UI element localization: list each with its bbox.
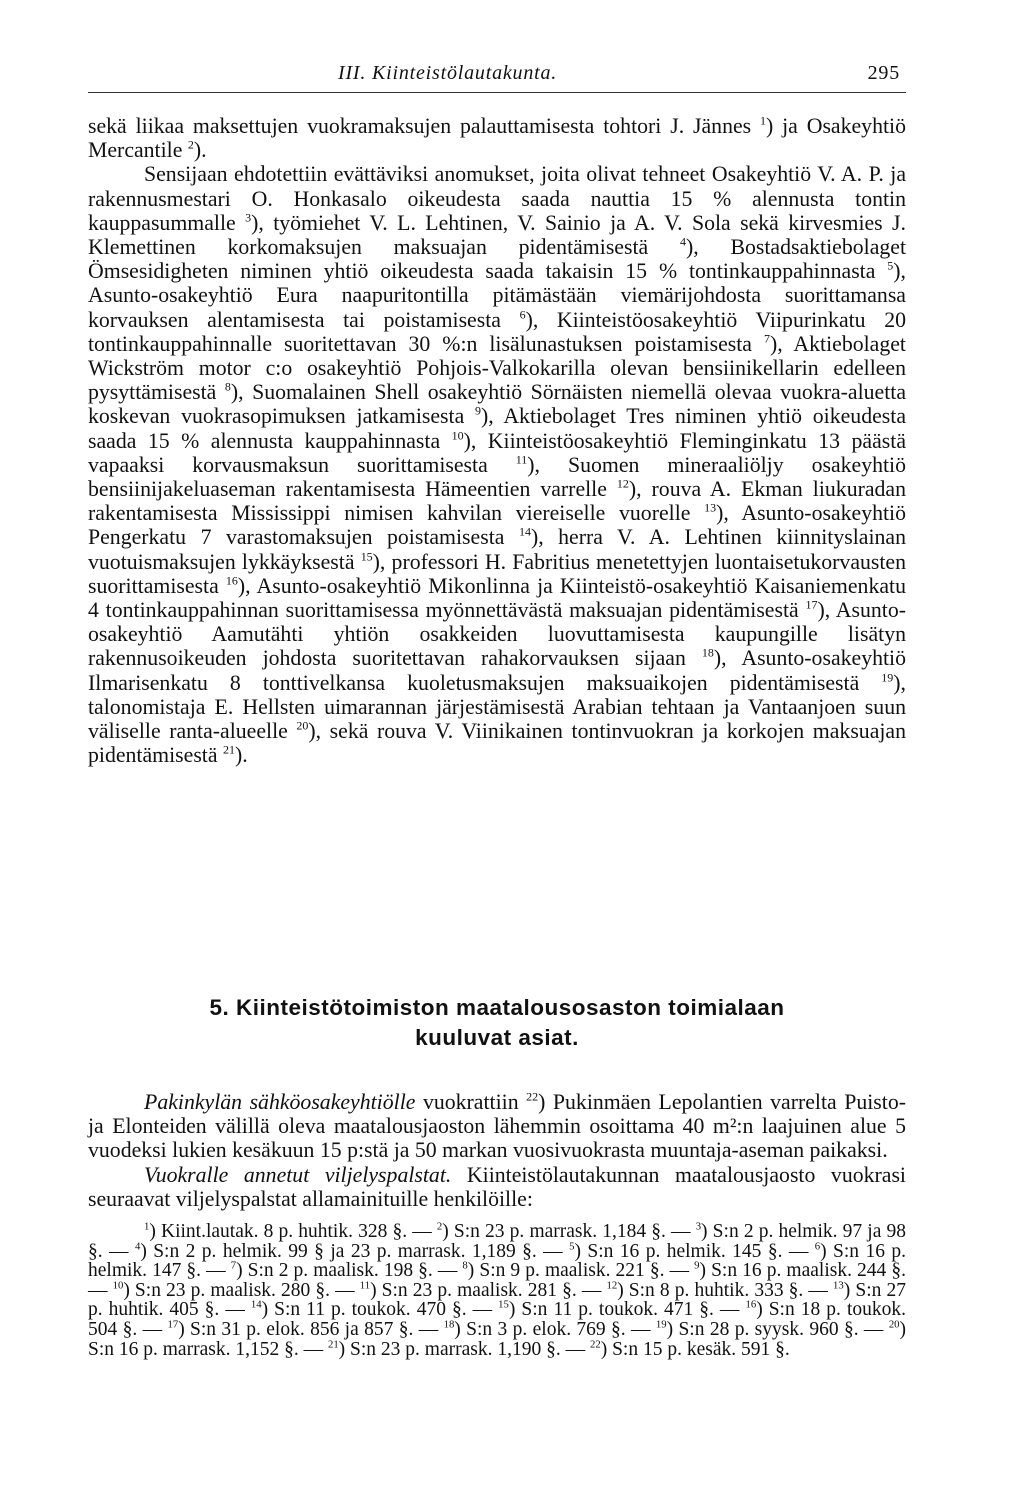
footnote-ref: 19: [881, 670, 894, 685]
footnote-number: 15: [498, 1298, 509, 1311]
text-run: vuokrattiin: [415, 1090, 527, 1114]
footnote-ref: 12: [616, 476, 629, 491]
footnote-number: 6: [814, 1240, 821, 1253]
text-run: ), professori H. Fabritius menetettyjen luontaisetukorvausten suorittamisesta: [88, 549, 907, 598]
section-text: [88, 1090, 906, 1211]
footnotes: [88, 1222, 906, 1359]
text-run: sekä liikaa maksettujen vuokramaksujen palauttamisesta tohtori J. Jännes: [88, 114, 760, 138]
footnote-number: 8: [462, 1259, 468, 1272]
footnote-number: 17: [167, 1318, 179, 1331]
text-run: ), Asunto-osakeyhtiö Eura naapuritontilla pitämästään viemärijohdosta suorittamansa korvauksen alentamisesta tai poistamisesta: [88, 259, 906, 332]
footnote-number: 10: [112, 1279, 124, 1292]
running-head: [88, 62, 906, 90]
footnote-text: ) S:n 11 p. toukok. 470 §. —: [261, 1299, 499, 1321]
text-run: ), työmiehet V. L. Lehtinen, V. Sainio ja A. V. Sola sekä kirvesmies J. Klemettinen korkomaksujen maksuajan pidentämisestä: [88, 210, 906, 260]
footnote-ref: 8: [224, 379, 231, 394]
footnote-text: ) S:n 15 p. kesäk. 591 §.: [600, 1338, 790, 1360]
text-run: ).: [234, 743, 248, 768]
text-run: ), Aktiebolaget Tres niminen yhtiö oikeudesta saada 15 % alennusta kauppahinnasta: [88, 404, 906, 453]
footnote-number: 2: [436, 1220, 443, 1233]
footnote-ref: 10: [451, 428, 464, 443]
footnote-ref: 5: [887, 258, 894, 273]
footnote-text: ) S:n 9 p. maalisk. 221 §. —: [467, 1260, 695, 1282]
footnote-text: ) S:n 28 p. syysk. 960 §. —: [666, 1318, 889, 1340]
footnote-text: ) S:n 16 p. maalisk. 244 §. —: [88, 1260, 906, 1301]
page-number: 295: [867, 62, 900, 84]
text-run: ), Asunto-osakeyhtiö Ilmarisenkatu 8 tonttivelkansa kuoletusmaksujen maksuaikojen pidentämisestä: [88, 646, 906, 695]
text-run: ), talonomistaja E. Hellsten uimarannan järjestämisestä Arabian tehtaan ja Vantaanjoen suun väliselle ranta-alueelle: [88, 670, 906, 744]
footnote-number: 7: [230, 1259, 237, 1272]
footnote-ref: 16: [225, 573, 238, 588]
footnote-ref: 4: [679, 234, 686, 249]
text-run: ), Asunto-osakeyhtiö Aamutähti yhtiön osakkeiden luovuttamisesta kaupungille lisätyn rakennusoikeuden johdosta suoritettavan rahakorvauksen sijaan: [88, 598, 907, 671]
footnote-ref: 3: [245, 210, 252, 225]
paragraph-1: [88, 114, 906, 162]
footnote-number: 3: [695, 1220, 702, 1233]
header-rule: [88, 92, 906, 93]
text-run: ), Suomalainen Shell osakeyhtiö Sörnäisten niemellä olevaa vuokra-aluetta koskevan vuokrasopimuksen jatkamisesta: [88, 380, 906, 429]
footnote-ref: 1: [759, 113, 766, 128]
footnote-ref: 6: [519, 307, 526, 322]
footnote-ref: 11: [515, 452, 528, 467]
footnote-text: ) S:n 16 p. helmik. 145 §. —: [574, 1240, 815, 1262]
footnote-ref: 18: [701, 646, 714, 661]
footnote-ref: 20: [296, 718, 309, 733]
footnote-text: ) S:n 23 p. maalisk. 281 §. —: [370, 1279, 607, 1301]
footnote-number: 22: [589, 1338, 601, 1351]
text-run: Sensijaan ehdotettiin evättäviksi anomukset, joita olivat tehneet Osakeyhtiö V. A. P. ja rakennusmestari O. Honkasalo oikeudesta saada nauttia 15 % alennusta tontin kauppasummalle: [88, 162, 906, 235]
text-run: ), Kiinteistöosakeyhtiö Viipurinkatu 20 tontinkauppahinnalle suoritettavan 30 %:n lisälunastuksen poistamisesta: [88, 307, 906, 356]
text-run: ), Kiinteistöosakeyhtiö Fleminginkatu 13 päästä vapaaksi korvausmaksun suorittamisesta: [88, 428, 906, 477]
footnote-paragraph: [88, 1222, 906, 1359]
text-run: ), Aktiebolaget Wickström motor c:o osakeyhtiö Pohjois-Valkokarilla olevan bensiinikellarin edelleen pysyttämisestä: [88, 331, 906, 405]
footnote-number: 16: [745, 1298, 757, 1311]
footnote-text: ) S:n 3 p. elok. 769 §. —: [454, 1318, 656, 1340]
footnote-number: 21: [327, 1338, 339, 1351]
italic-lead: Pakinkylän sähköosakeyhtiölle: [144, 1090, 416, 1114]
footnote-ref: 9: [475, 404, 482, 419]
text-run: ), Bostadsaktiebolaget Ömsesidigheten niminen yhtiö oikeudesta saada takaisin 15 % tontinkauppahinnasta: [88, 235, 906, 284]
footnote-ref: 22: [526, 1089, 539, 1104]
text-run: Kiinteistölautakunnan maatalousjaosto vuokrasi seuraavat viljelyspalstat allamainituille henkilöille:: [88, 1162, 906, 1211]
footnote-ref: 7: [763, 331, 770, 346]
footnote-number: 20: [888, 1318, 900, 1331]
footnote-text: ) S:n 16 p. marrask. 1,152 §. —: [88, 1318, 907, 1360]
footnote-text: ) S:n 2 p. helmik. 99 § ja 23 p. marrask. 1,189 §. —: [140, 1240, 570, 1262]
text-run: ), rouva A. Ekman liukuradan rakentamisesta Mississippi nimisen kahvilan viereiselle vuorelle: [88, 477, 906, 526]
paragraph-2: [88, 162, 906, 767]
italic-lead: Vuokralle annetut viljelyspalstat.: [144, 1162, 452, 1187]
footnote-number: 9: [694, 1259, 700, 1272]
footnote-text: ) S:n 23 p. marrask. 1,190 §. —: [338, 1338, 590, 1360]
footnote-number: 5: [569, 1240, 575, 1253]
footnote-text: ) S:n 11 p. toukok. 471 §. —: [508, 1299, 746, 1321]
footnote-text: ) S:n 31 p. elok. 856 ja 857 §. —: [178, 1318, 444, 1340]
footnote-number: 1: [144, 1220, 150, 1233]
text-run: ), herra V. A. Lehtinen kiinnityslainan vuotuismaksujen lykkäyksestä: [88, 525, 906, 574]
footnote-number: 13: [833, 1279, 844, 1292]
footnote-ref: 17: [805, 597, 818, 612]
text-run: ), Asunto-osakeyhtiö Pengerkatu 7 varastomaksujen poistamisesta: [88, 501, 907, 550]
footnote-number: 11: [359, 1279, 371, 1292]
footnote-ref: 15: [360, 549, 373, 564]
text-run: ), Suomen mineraaliöljy osakeyhtiö bensiinijakeluaseman rakentamisesta Hämeentien varrelle: [88, 452, 906, 502]
section-paragraph-2: [88, 1163, 906, 1211]
footnote-text: ) Kiint.lautak. 8 p. huhtik. 328 §. —: [149, 1221, 437, 1242]
text-run: ).: [193, 138, 207, 163]
text-run: ), sekä rouva V. Viinikainen tontinvuokran ja korkojen maksuajan pidentämisestä: [88, 719, 906, 768]
footnote-number: 18: [443, 1318, 455, 1331]
text-run: ) ja Osakeyhtiö Mercantile: [88, 114, 906, 163]
running-head-title: III. Kiinteistölautakunta.: [338, 62, 558, 84]
footnote-number: 14: [250, 1298, 262, 1311]
section-heading-line-2: kuuluvat asiat.: [415, 1025, 579, 1050]
text-run: ) Pukinmäen Lepolantien varrelta Puisto- ja Elonteiden välillä oleva maatalousjaoston lähemmin osoittama 40 m²:n laajuinen alue 5 vuodeksi lukien kesäkuun 15 p:stä ja 50 markan vuosivuokrasta muuntaja-aseman paikaksi.: [88, 1090, 906, 1163]
footnote-text: ) S:n 2 p. helmik. 97 ja 98 §. —: [88, 1221, 906, 1262]
footnote-text: ) S:n 23 p. marrask. 1,184 §. —: [442, 1221, 696, 1242]
footnote-ref: 21: [223, 742, 235, 757]
footnote-text: ) S:n 8 p. huhtik. 333 §. —: [617, 1279, 834, 1301]
footnote-text: ) S:n 23 p. maalisk. 280 §. —: [123, 1279, 360, 1301]
text-run: ), Asunto-osakeyhtiö Mikonlinna ja Kiinteistö-osakeyhtiö Kaisaniemenkatu 4 tontinkauppahinnan suorittamisessa myönnettävästä maksuajan pidentämisestä: [88, 573, 906, 623]
footnote-text: ) S:n 18 p. toukok. 504 §. —: [88, 1299, 906, 1340]
section-heading: [88, 993, 906, 1053]
footnote-number: 19: [655, 1318, 667, 1331]
footnote-number: 4: [134, 1240, 141, 1253]
body-text: [88, 114, 906, 767]
footnote-ref: 2: [187, 137, 194, 152]
footnote-number: 12: [606, 1279, 618, 1292]
footnote-ref: 13: [704, 500, 717, 515]
footnote-ref: 14: [518, 525, 531, 540]
section-heading-line-1: 5. Kiinteistötoimiston maatalousosaston toimialaan: [209, 995, 785, 1020]
section-paragraph-1: [88, 1090, 906, 1163]
footnote-text: ) S:n 16 p. helmik. 147 §. —: [88, 1240, 907, 1282]
footnote-text: ) S:n 2 p. maalisk. 198 §. —: [236, 1260, 463, 1282]
footnote-text: ) S:n 27 p. huhtik. 405 §. —: [88, 1279, 906, 1321]
